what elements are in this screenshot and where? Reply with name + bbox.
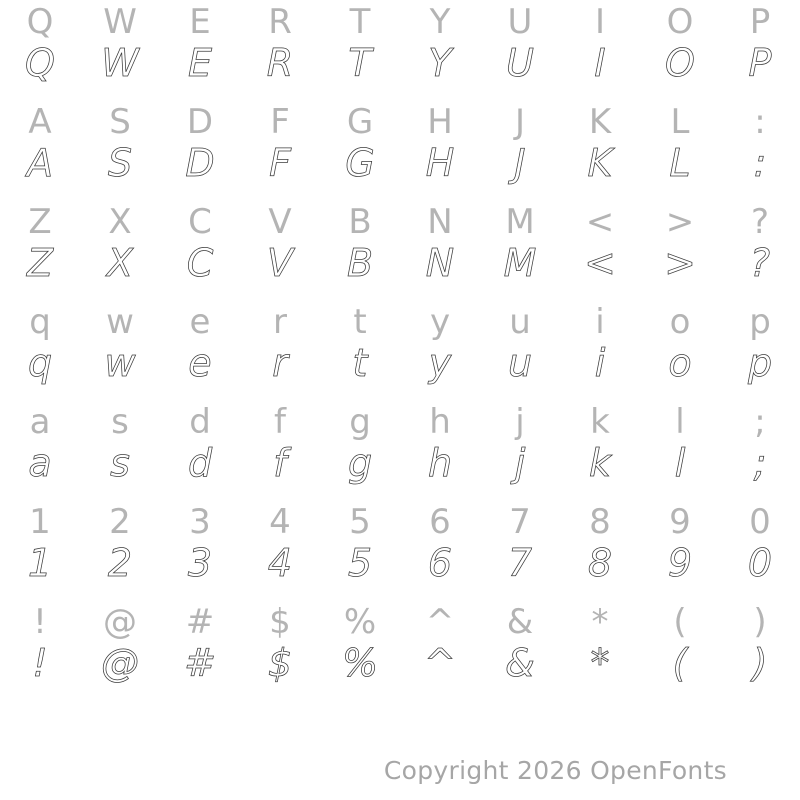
glyph-cell: d [189, 402, 211, 442]
glyph-cell: ? [750, 202, 770, 242]
glyph-cell: T [348, 41, 372, 85]
glyph-cell: $ [267, 641, 293, 685]
glyph-cell: O [666, 2, 694, 42]
glyph-cell: 0 [747, 541, 773, 585]
glyph-cell: & [506, 602, 534, 642]
glyph-cell: D [186, 102, 214, 142]
glyph-cell: H [427, 102, 453, 142]
glyph-cell: Y [429, 2, 451, 42]
glyph-cell: > [665, 202, 695, 242]
glyph-cell: X [108, 202, 132, 242]
digits-row [0, 500, 800, 600]
glyph-cell: G [346, 102, 374, 142]
glyph-cell: < [585, 202, 615, 242]
copyright-text: Copyright 2026 OpenFonts [383, 756, 727, 785]
uppercase-asdf-row [0, 100, 800, 200]
glyph-cell: W [103, 2, 137, 42]
glyph-cell: L [670, 102, 690, 142]
lowercase-asdf-row-thin-italic [0, 438, 800, 488]
glyph-cell: F [270, 102, 290, 142]
glyph-cell: Y [428, 41, 452, 85]
glyph-cell: R [266, 41, 294, 85]
glyph-cell: 4 [269, 502, 291, 542]
glyph-cell: r [273, 302, 287, 342]
glyph-cell: C [186, 241, 214, 285]
glyph-cell: 6 [429, 502, 451, 542]
symbols-row-thin-italic [0, 638, 800, 688]
uppercase-zxcv-row-thin-italic [0, 238, 800, 288]
glyph-cell: I [594, 2, 606, 42]
glyph-cell: h [427, 441, 453, 485]
uppercase-asdf-row-thin-italic [0, 138, 800, 188]
glyph-cell: t [352, 341, 368, 385]
glyph-cell: ? [749, 241, 771, 285]
glyph-cell: ! [32, 641, 48, 685]
uppercase-qwerty-row-thin-italic [0, 38, 800, 88]
uppercase-qwerty-row [0, 0, 800, 100]
glyph-cell: 5 [347, 541, 373, 585]
glyph-cell: g [347, 441, 373, 485]
glyph-cell: 1 [27, 541, 53, 585]
glyph-cell: ( [673, 602, 687, 642]
glyph-cell: J [514, 102, 526, 142]
glyph-cell: d [187, 441, 213, 485]
glyph-cell: y [428, 341, 452, 385]
glyph-cell: % [343, 602, 377, 642]
glyph-cell: C [188, 202, 212, 242]
glyph-cell: e [188, 341, 212, 385]
glyph-cell: j [514, 441, 526, 485]
glyph-cell: 4 [267, 541, 293, 585]
glyph-cell: N [427, 202, 453, 242]
glyph-cell: q [27, 341, 53, 385]
glyph-cell: G [345, 141, 375, 185]
glyph-cell: 0 [749, 502, 771, 542]
glyph-cell: M [503, 241, 537, 285]
glyph-cell: i [594, 341, 606, 385]
glyph-cell: F [269, 141, 291, 185]
glyph-cell: k [590, 402, 610, 442]
glyph-cell: l [675, 402, 685, 442]
glyph-cell: s [110, 441, 130, 485]
glyph-cell: l [674, 441, 686, 485]
glyph-cell: ; [754, 402, 766, 442]
glyph-cell: N [425, 241, 455, 285]
glyph-cell: t [353, 302, 367, 342]
glyph-cell: o [669, 302, 691, 342]
glyph-cell: Q [25, 41, 55, 85]
glyph-cell: 5 [349, 502, 371, 542]
glyph-cell: B [346, 241, 374, 285]
glyph-cell: u [507, 341, 533, 385]
glyph-cell: y [429, 302, 451, 342]
glyph-cell: O [665, 41, 695, 85]
glyph-cell: j [515, 402, 525, 442]
digits-row-thin-italic [0, 538, 800, 588]
glyph-cell: h [429, 402, 451, 442]
glyph-cell: K [588, 102, 612, 142]
glyph-cell: 2 [109, 502, 131, 542]
glyph-cell: T [349, 2, 371, 42]
glyph-cell: A [27, 141, 53, 185]
glyph-cell: ^ [425, 602, 455, 642]
glyph-cell: w [104, 341, 136, 385]
glyph-cell: @ [101, 641, 139, 685]
glyph-cell: 8 [589, 502, 611, 542]
glyph-cell: a [29, 402, 51, 442]
glyph-cell: 2 [107, 541, 133, 585]
glyph-cell: ) [753, 602, 767, 642]
glyph-cell: s [111, 402, 129, 442]
glyph-cell: H [425, 141, 455, 185]
glyph-cell: Z [26, 241, 54, 285]
glyph-cell: % [341, 641, 379, 685]
glyph-cell: & [505, 641, 535, 685]
glyph-cell: o [668, 341, 692, 385]
glyph-cell: W [101, 41, 139, 85]
glyph-cell: D [185, 141, 215, 185]
glyph-cell: : [754, 102, 766, 142]
glyph-cell: L [669, 141, 691, 185]
glyph-cell: S [109, 102, 131, 142]
glyph-cell: i [595, 302, 605, 342]
glyph-cell: @ [103, 602, 137, 642]
glyph-cell: g [349, 402, 371, 442]
lowercase-asdf-row [0, 400, 800, 500]
glyph-cell: U [506, 41, 534, 85]
glyph-cell: a [28, 441, 52, 485]
glyph-cell: Z [28, 202, 52, 242]
glyph-cell: ; [753, 441, 767, 485]
glyph-cell: # [184, 641, 216, 685]
glyph-cell: M [505, 202, 535, 242]
glyph-cell: # [185, 602, 215, 642]
glyph-cell: f [274, 402, 286, 442]
glyph-cell: B [348, 202, 372, 242]
glyph-cell: E [189, 2, 211, 42]
glyph-cell: r [272, 341, 288, 385]
glyph-cell: 3 [189, 502, 211, 542]
uppercase-zxcv-row [0, 200, 800, 300]
glyph-cell: k [588, 441, 611, 485]
glyph-cell: Q [26, 2, 54, 42]
glyph-cell: 7 [507, 541, 533, 585]
glyph-cell: 6 [427, 541, 453, 585]
glyph-cell: 9 [667, 541, 693, 585]
lowercase-qwerty-row-thin-italic [0, 338, 800, 388]
glyph-cell: S [107, 141, 133, 185]
glyph-cell: 7 [509, 502, 531, 542]
glyph-cell: p [747, 341, 773, 385]
glyph-cell: ^ [424, 641, 456, 685]
glyph-cell: $ [269, 602, 291, 642]
glyph-cell: > [664, 241, 696, 285]
glyph-cell: V [267, 241, 293, 285]
glyph-cell: 8 [587, 541, 613, 585]
glyph-cell: 3 [187, 541, 213, 585]
glyph-cell: K [587, 141, 613, 185]
glyph-cell: u [509, 302, 531, 342]
glyph-cell: : [753, 141, 767, 185]
glyph-cell: e [189, 302, 211, 342]
glyph-cell: X [106, 241, 134, 285]
glyph-cell: E [187, 41, 212, 85]
glyph-cell: ( [672, 641, 688, 685]
glyph-cell: f [273, 441, 287, 485]
glyph-cell: 9 [669, 502, 691, 542]
lowercase-qwerty-row [0, 300, 800, 400]
glyph-cell: ) [752, 641, 768, 685]
glyph-cell: * [591, 602, 609, 642]
symbols-row [0, 600, 800, 700]
glyph-cell: A [28, 102, 52, 142]
glyph-cell: I [594, 41, 606, 85]
glyph-cell: ! [33, 602, 47, 642]
glyph-cell: q [29, 302, 51, 342]
glyph-cell: w [106, 302, 134, 342]
glyph-cell: 1 [29, 502, 51, 542]
glyph-cell: V [268, 202, 292, 242]
glyph-cell: * [590, 641, 610, 685]
glyph-cell: J [514, 141, 526, 185]
glyph-cell: P [748, 41, 772, 85]
glyph-cell: < [584, 241, 616, 285]
glyph-cell: P [749, 2, 771, 42]
glyph-cell: R [268, 2, 292, 42]
glyph-cell: U [507, 2, 533, 42]
glyph-cell: p [749, 302, 771, 342]
